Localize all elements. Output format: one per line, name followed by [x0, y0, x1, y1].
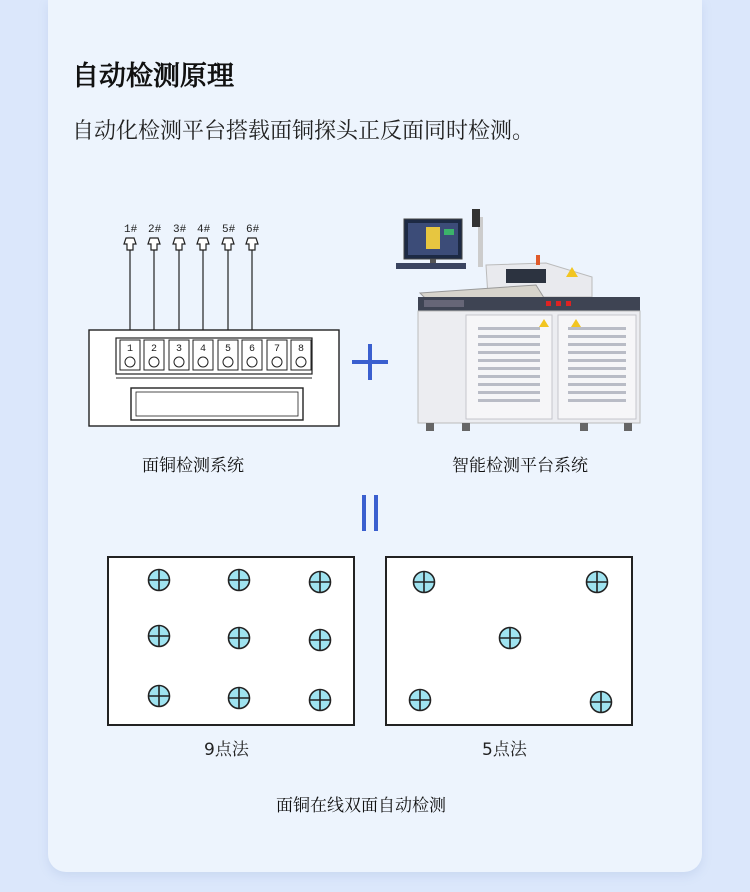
port-number: 2 — [150, 344, 158, 355]
probe-label: 3# — [173, 224, 187, 236]
measure-point-icon — [408, 688, 432, 712]
five-point-diagram — [385, 556, 633, 726]
nine-point-label: 9点法 — [204, 740, 249, 760]
section-description: 自动化检测平台搭载面铜探头正反面同时检测。 — [72, 119, 535, 144]
footer-caption: 面铜在线双面自动检测 — [276, 796, 446, 816]
plus-icon — [352, 344, 388, 380]
equals-icon — [358, 495, 382, 531]
port-number: 3 — [175, 344, 183, 355]
probe-head-1 — [124, 238, 136, 338]
port-number: 4 — [199, 344, 207, 355]
inspection-machine-image — [396, 205, 646, 440]
platform-system-caption: 智能检测平台系统 — [452, 456, 588, 476]
measure-point-icon — [589, 690, 613, 714]
measure-point-icon — [227, 626, 251, 650]
measure-point-icon — [498, 626, 522, 650]
display-slot — [131, 388, 303, 420]
port-number: 8 — [297, 344, 305, 355]
port-number: 6 — [248, 344, 256, 355]
probe-label: 5# — [222, 224, 236, 236]
measure-point-icon — [308, 570, 332, 594]
probe-head-4 — [197, 238, 209, 338]
probe-label: 1# — [124, 224, 138, 236]
probe-label: 6# — [246, 224, 260, 236]
probe-head-3 — [173, 238, 185, 338]
measure-point-icon — [147, 624, 171, 648]
copper-system-caption: 面铜检测系统 — [142, 456, 244, 476]
measure-point-icon — [412, 570, 436, 594]
port-number: 1 — [126, 344, 134, 355]
probe-head-5 — [222, 238, 234, 338]
measure-point-icon — [147, 684, 171, 708]
probe-head-6 — [246, 238, 258, 338]
measure-point-icon — [227, 568, 251, 592]
probe-label: 4# — [197, 224, 211, 236]
port-number: 5 — [224, 344, 232, 355]
measure-point-icon — [308, 628, 332, 652]
measure-point-icon — [308, 688, 332, 712]
measure-point-icon — [147, 568, 171, 592]
measure-point-icon — [227, 686, 251, 710]
section-title: 自动检测原理 — [72, 61, 234, 92]
probe-label: 2# — [148, 224, 162, 236]
port-number: 7 — [273, 344, 281, 355]
measure-point-icon — [585, 570, 609, 594]
nine-point-diagram — [107, 556, 355, 726]
probe-head-2 — [148, 238, 160, 338]
copper-probe-diagram — [86, 220, 346, 440]
five-point-label: 5点法 — [482, 740, 527, 760]
